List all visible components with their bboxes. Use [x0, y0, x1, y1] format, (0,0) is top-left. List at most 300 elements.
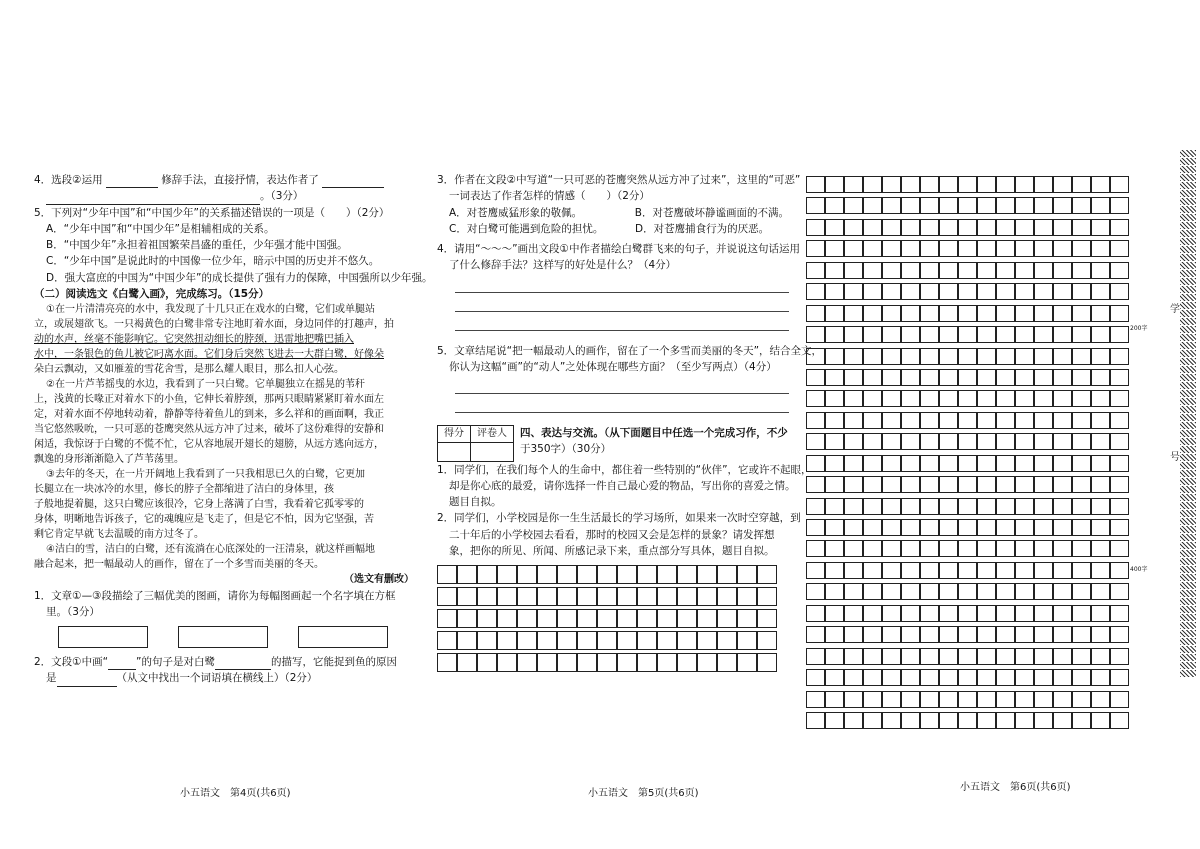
grid-cell[interactable]	[901, 455, 920, 472]
grid-cell[interactable]	[825, 626, 844, 643]
grid-cell[interactable]	[996, 712, 1015, 729]
grid-cell[interactable]	[1034, 412, 1053, 429]
grid-cell[interactable]	[637, 565, 657, 584]
grid-cell[interactable]	[825, 305, 844, 322]
grid-cell[interactable]	[901, 583, 920, 600]
grid-cell[interactable]	[1034, 369, 1053, 386]
grid-cell[interactable]	[844, 369, 863, 386]
r-q2-blank-2[interactable]	[215, 657, 271, 670]
grid-cell[interactable]	[1110, 433, 1129, 450]
grid-cell[interactable]	[537, 587, 557, 606]
grid-cell[interactable]	[517, 587, 537, 606]
grid-cell[interactable]	[939, 669, 958, 686]
grid-cell[interactable]	[637, 587, 657, 606]
grid-cell[interactable]	[1110, 369, 1129, 386]
grid-cell[interactable]	[677, 653, 697, 672]
grid-cell[interactable]	[1072, 348, 1091, 365]
grid-cell[interactable]	[977, 540, 996, 557]
grid-cell[interactable]	[806, 455, 825, 472]
grid-cell[interactable]	[901, 605, 920, 622]
grid-cell[interactable]	[1053, 691, 1072, 708]
grid-cell[interactable]	[996, 348, 1015, 365]
answer-line[interactable]	[455, 274, 789, 293]
grid-cell[interactable]	[1034, 562, 1053, 579]
grid-cell[interactable]	[996, 626, 1015, 643]
grid-cell[interactable]	[1072, 197, 1091, 214]
grid-cell[interactable]	[1034, 605, 1053, 622]
grid-cell[interactable]	[901, 626, 920, 643]
grid-cell[interactable]	[437, 609, 457, 628]
grid-cell[interactable]	[1015, 176, 1034, 193]
grid-cell[interactable]	[1015, 498, 1034, 515]
grid-cell[interactable]	[1110, 412, 1129, 429]
grid-cell[interactable]	[1091, 283, 1110, 300]
grid-cell[interactable]	[1015, 219, 1034, 236]
grid-cell[interactable]	[1015, 691, 1034, 708]
grid-cell[interactable]	[977, 712, 996, 729]
grid-cell[interactable]	[882, 540, 901, 557]
grid-cell[interactable]	[977, 648, 996, 665]
grid-cell[interactable]	[537, 565, 557, 584]
grid-cell[interactable]	[882, 519, 901, 536]
grid-cell[interactable]	[825, 691, 844, 708]
grid-cell[interactable]	[1034, 326, 1053, 343]
grid-cell[interactable]	[657, 631, 677, 650]
grid-cell[interactable]	[477, 653, 497, 672]
grid-cell[interactable]	[677, 565, 697, 584]
grid-cell[interactable]	[697, 565, 717, 584]
grid-cell[interactable]	[996, 476, 1015, 493]
grid-cell[interactable]	[1034, 712, 1053, 729]
grid-cell[interactable]	[1110, 583, 1129, 600]
grid-cell[interactable]	[1072, 519, 1091, 536]
grid-cell[interactable]	[882, 219, 901, 236]
grid-cell[interactable]	[1053, 583, 1072, 600]
grid-cell[interactable]	[1110, 605, 1129, 622]
grid-cell[interactable]	[806, 626, 825, 643]
grid-cell[interactable]	[844, 669, 863, 686]
grid-cell[interactable]	[863, 476, 882, 493]
grid-cell[interactable]	[806, 583, 825, 600]
grid-cell[interactable]	[882, 240, 901, 257]
grid-cell[interactable]	[863, 305, 882, 322]
grid-cell[interactable]	[844, 262, 863, 279]
grid-cell[interactable]	[996, 669, 1015, 686]
grid-cell[interactable]	[977, 412, 996, 429]
grid-cell[interactable]	[1072, 540, 1091, 557]
grid-cell[interactable]	[920, 648, 939, 665]
grid-cell[interactable]	[1053, 455, 1072, 472]
grid-cell[interactable]	[1034, 669, 1053, 686]
grid-cell[interactable]	[882, 305, 901, 322]
grid-cell[interactable]	[597, 653, 617, 672]
grid-cell[interactable]	[882, 262, 901, 279]
grid-cell[interactable]	[1015, 476, 1034, 493]
grid-cell[interactable]	[1015, 562, 1034, 579]
grid-cell[interactable]	[958, 197, 977, 214]
title-box-3[interactable]	[298, 626, 388, 648]
grid-cell[interactable]	[1015, 197, 1034, 214]
grid-cell[interactable]	[1015, 283, 1034, 300]
grid-cell[interactable]	[806, 369, 825, 386]
grid-cell[interactable]	[863, 176, 882, 193]
grid-cell[interactable]	[939, 498, 958, 515]
grid-cell[interactable]	[996, 562, 1015, 579]
grader-cell[interactable]	[471, 442, 514, 461]
grid-cell[interactable]	[844, 412, 863, 429]
grid-cell[interactable]	[1091, 305, 1110, 322]
grid-cell[interactable]	[1015, 519, 1034, 536]
grid-cell[interactable]	[958, 326, 977, 343]
grid-cell[interactable]	[882, 562, 901, 579]
grid-cell[interactable]	[1110, 390, 1129, 407]
grid-cell[interactable]	[958, 626, 977, 643]
grid-cell[interactable]	[1053, 648, 1072, 665]
grid-cell[interactable]	[1072, 583, 1091, 600]
grid-cell[interactable]	[920, 283, 939, 300]
grid-cell[interactable]	[1053, 540, 1072, 557]
grid-cell[interactable]	[1034, 455, 1053, 472]
grid-cell[interactable]	[958, 176, 977, 193]
grid-cell[interactable]	[863, 433, 882, 450]
r-q2-blank-3[interactable]	[57, 674, 117, 687]
grid-cell[interactable]	[825, 197, 844, 214]
grid-cell[interactable]	[1034, 240, 1053, 257]
grid-cell[interactable]	[863, 648, 882, 665]
grid-cell[interactable]	[697, 609, 717, 628]
grid-cell[interactable]	[1053, 562, 1072, 579]
grid-cell[interactable]	[882, 648, 901, 665]
grid-cell[interactable]	[882, 455, 901, 472]
grid-cell[interactable]	[939, 433, 958, 450]
grid-cell[interactable]	[977, 691, 996, 708]
grid-cell[interactable]	[1091, 240, 1110, 257]
grid-cell[interactable]	[844, 390, 863, 407]
grid-cell[interactable]	[844, 176, 863, 193]
grid-cell[interactable]	[1034, 540, 1053, 557]
grid-cell[interactable]	[1034, 691, 1053, 708]
grid-cell[interactable]	[557, 565, 577, 584]
grid-cell[interactable]	[996, 433, 1015, 450]
grid-cell[interactable]	[901, 433, 920, 450]
grid-cell[interactable]	[939, 305, 958, 322]
grid-cell[interactable]	[901, 476, 920, 493]
grid-cell[interactable]	[597, 565, 617, 584]
grid-cell[interactable]	[825, 219, 844, 236]
grid-cell[interactable]	[977, 262, 996, 279]
grid-cell[interactable]	[996, 605, 1015, 622]
grid-cell[interactable]	[497, 653, 517, 672]
grid-cell[interactable]	[977, 626, 996, 643]
composition-grid-p5[interactable]	[437, 565, 789, 672]
q4-blank-3[interactable]	[46, 192, 260, 205]
grid-cell[interactable]	[958, 605, 977, 622]
grid-cell[interactable]	[1034, 283, 1053, 300]
grid-cell[interactable]	[597, 631, 617, 650]
grid-cell[interactable]	[1091, 390, 1110, 407]
grid-cell[interactable]	[920, 519, 939, 536]
grid-cell[interactable]	[825, 262, 844, 279]
grid-cell[interactable]	[1034, 433, 1053, 450]
grid-cell[interactable]	[737, 587, 757, 606]
grid-cell[interactable]	[1053, 176, 1072, 193]
grid-cell[interactable]	[977, 348, 996, 365]
grid-cell[interactable]	[882, 712, 901, 729]
grid-cell[interactable]	[1015, 326, 1034, 343]
grid-cell[interactable]	[1110, 519, 1129, 536]
grid-cell[interactable]	[958, 476, 977, 493]
grid-cell[interactable]	[757, 587, 777, 606]
grid-cell[interactable]	[920, 219, 939, 236]
grid-cell[interactable]	[806, 197, 825, 214]
grid-cell[interactable]	[1034, 305, 1053, 322]
grid-cell[interactable]	[882, 348, 901, 365]
grid-cell[interactable]	[1110, 348, 1129, 365]
grid-cell[interactable]	[977, 369, 996, 386]
grid-cell[interactable]	[737, 653, 757, 672]
grid-cell[interactable]	[517, 631, 537, 650]
grid-cell[interactable]	[844, 283, 863, 300]
grid-cell[interactable]	[844, 197, 863, 214]
grid-cell[interactable]	[958, 219, 977, 236]
grid-cell[interactable]	[844, 562, 863, 579]
grid-cell[interactable]	[1091, 562, 1110, 579]
grid-cell[interactable]	[996, 648, 1015, 665]
grid-cell[interactable]	[1110, 626, 1129, 643]
grid-cell[interactable]	[958, 669, 977, 686]
grid-cell[interactable]	[657, 587, 677, 606]
grid-cell[interactable]	[863, 691, 882, 708]
grid-cell[interactable]	[825, 562, 844, 579]
grid-cell[interactable]	[958, 412, 977, 429]
grid-cell[interactable]	[457, 653, 477, 672]
grid-cell[interactable]	[939, 691, 958, 708]
grid-cell[interactable]	[939, 326, 958, 343]
grid-cell[interactable]	[1110, 176, 1129, 193]
grid-cell[interactable]	[697, 653, 717, 672]
grid-cell[interactable]	[939, 390, 958, 407]
grid-cell[interactable]	[1053, 262, 1072, 279]
grid-cell[interactable]	[939, 605, 958, 622]
grid-cell[interactable]	[863, 540, 882, 557]
grid-cell[interactable]	[1110, 562, 1129, 579]
grid-cell[interactable]	[882, 476, 901, 493]
grid-cell[interactable]	[1072, 176, 1091, 193]
grid-cell[interactable]	[977, 240, 996, 257]
grid-cell[interactable]	[497, 587, 517, 606]
grid-cell[interactable]	[996, 498, 1015, 515]
grid-cell[interactable]	[996, 455, 1015, 472]
grid-cell[interactable]	[1053, 390, 1072, 407]
grid-cell[interactable]	[977, 390, 996, 407]
grid-cell[interactable]	[806, 519, 825, 536]
grid-cell[interactable]	[844, 240, 863, 257]
grid-cell[interactable]	[1015, 412, 1034, 429]
grid-cell[interactable]	[844, 712, 863, 729]
grid-cell[interactable]	[977, 498, 996, 515]
grid-cell[interactable]	[677, 587, 697, 606]
grid-cell[interactable]	[617, 653, 637, 672]
grid-cell[interactable]	[844, 433, 863, 450]
grid-cell[interactable]	[1034, 348, 1053, 365]
grid-cell[interactable]	[901, 326, 920, 343]
grid-cell[interactable]	[1110, 498, 1129, 515]
grid-cell[interactable]	[517, 609, 537, 628]
grid-cell[interactable]	[920, 348, 939, 365]
grid-cell[interactable]	[863, 626, 882, 643]
grid-cell[interactable]	[677, 631, 697, 650]
answer-line[interactable]	[455, 312, 789, 331]
grid-cell[interactable]	[863, 412, 882, 429]
grid-cell[interactable]	[863, 455, 882, 472]
grid-cell[interactable]	[637, 609, 657, 628]
grid-cell[interactable]	[1053, 519, 1072, 536]
grid-cell[interactable]	[977, 326, 996, 343]
grid-cell[interactable]	[825, 348, 844, 365]
grid-cell[interactable]	[1053, 498, 1072, 515]
grid-cell[interactable]	[825, 412, 844, 429]
grid-cell[interactable]	[882, 433, 901, 450]
grid-cell[interactable]	[1034, 626, 1053, 643]
grid-cell[interactable]	[863, 219, 882, 236]
grid-cell[interactable]	[825, 540, 844, 557]
grid-cell[interactable]	[1091, 605, 1110, 622]
grid-cell[interactable]	[958, 348, 977, 365]
grid-cell[interactable]	[977, 519, 996, 536]
grid-cell[interactable]	[537, 609, 557, 628]
grid-cell[interactable]	[806, 540, 825, 557]
grid-cell[interactable]	[939, 455, 958, 472]
grid-cell[interactable]	[863, 326, 882, 343]
grid-cell[interactable]	[1110, 326, 1129, 343]
grid-cell[interactable]	[497, 631, 517, 650]
grid-cell[interactable]	[1072, 326, 1091, 343]
grid-cell[interactable]	[737, 565, 757, 584]
grid-cell[interactable]	[517, 653, 537, 672]
grid-cell[interactable]	[977, 455, 996, 472]
title-box-1[interactable]	[58, 626, 148, 648]
grid-cell[interactable]	[901, 369, 920, 386]
score-cell[interactable]	[438, 442, 471, 461]
grid-cell[interactable]	[939, 476, 958, 493]
grid-cell[interactable]	[920, 262, 939, 279]
grid-cell[interactable]	[958, 240, 977, 257]
grid-cell[interactable]	[1015, 605, 1034, 622]
grid-cell[interactable]	[806, 712, 825, 729]
grid-cell[interactable]	[977, 583, 996, 600]
grid-cell[interactable]	[901, 305, 920, 322]
grid-cell[interactable]	[939, 240, 958, 257]
grid-cell[interactable]	[1072, 498, 1091, 515]
grid-cell[interactable]	[637, 653, 657, 672]
grid-cell[interactable]	[617, 631, 637, 650]
grid-cell[interactable]	[920, 197, 939, 214]
grid-cell[interactable]	[557, 587, 577, 606]
grid-cell[interactable]	[806, 176, 825, 193]
grid-cell[interactable]	[497, 565, 517, 584]
grid-cell[interactable]	[901, 669, 920, 686]
grid-cell[interactable]	[717, 653, 737, 672]
grid-cell[interactable]	[882, 369, 901, 386]
grid-cell[interactable]	[557, 609, 577, 628]
grid-cell[interactable]	[863, 390, 882, 407]
grid-cell[interactable]	[901, 219, 920, 236]
grid-cell[interactable]	[996, 583, 1015, 600]
grid-cell[interactable]	[901, 712, 920, 729]
grid-cell[interactable]	[996, 390, 1015, 407]
grid-cell[interactable]	[1034, 390, 1053, 407]
grid-cell[interactable]	[1034, 648, 1053, 665]
grid-cell[interactable]	[1091, 648, 1110, 665]
grid-cell[interactable]	[1072, 605, 1091, 622]
grid-cell[interactable]	[1015, 433, 1034, 450]
grid-cell[interactable]	[806, 348, 825, 365]
grid-cell[interactable]	[863, 283, 882, 300]
grid-cell[interactable]	[1072, 240, 1091, 257]
grid-cell[interactable]	[1091, 412, 1110, 429]
grid-cell[interactable]	[920, 669, 939, 686]
grid-cell[interactable]	[1053, 219, 1072, 236]
grid-cell[interactable]	[977, 476, 996, 493]
grid-cell[interactable]	[757, 565, 777, 584]
grid-cell[interactable]	[882, 626, 901, 643]
grid-cell[interactable]	[958, 369, 977, 386]
grid-cell[interactable]	[844, 498, 863, 515]
answer-line[interactable]	[455, 293, 789, 312]
grid-cell[interactable]	[825, 476, 844, 493]
grid-cell[interactable]	[1110, 691, 1129, 708]
grid-cell[interactable]	[757, 653, 777, 672]
grid-cell[interactable]	[637, 631, 657, 650]
grid-cell[interactable]	[1072, 390, 1091, 407]
grid-cell[interactable]	[920, 390, 939, 407]
grid-cell[interactable]	[806, 326, 825, 343]
grid-cell[interactable]	[1015, 648, 1034, 665]
grid-cell[interactable]	[958, 433, 977, 450]
grid-cell[interactable]	[825, 240, 844, 257]
grid-cell[interactable]	[901, 197, 920, 214]
grid-cell[interactable]	[977, 176, 996, 193]
grid-cell[interactable]	[844, 605, 863, 622]
grid-cell[interactable]	[806, 390, 825, 407]
grid-cell[interactable]	[996, 326, 1015, 343]
grid-cell[interactable]	[825, 369, 844, 386]
grid-cell[interactable]	[457, 587, 477, 606]
grid-cell[interactable]	[825, 648, 844, 665]
grid-cell[interactable]	[920, 326, 939, 343]
grid-cell[interactable]	[1034, 476, 1053, 493]
grid-cell[interactable]	[920, 626, 939, 643]
grid-cell[interactable]	[844, 219, 863, 236]
grid-cell[interactable]	[1053, 412, 1072, 429]
grid-cell[interactable]	[825, 433, 844, 450]
grid-cell[interactable]	[920, 240, 939, 257]
grid-cell[interactable]	[717, 565, 737, 584]
grid-cell[interactable]	[863, 348, 882, 365]
grid-cell[interactable]	[1072, 283, 1091, 300]
grid-cell[interactable]	[1053, 197, 1072, 214]
grid-cell[interactable]	[1015, 712, 1034, 729]
grid-cell[interactable]	[996, 540, 1015, 557]
grid-cell[interactable]	[825, 583, 844, 600]
grid-cell[interactable]	[977, 283, 996, 300]
grid-cell[interactable]	[958, 390, 977, 407]
grid-cell[interactable]	[806, 412, 825, 429]
grid-cell[interactable]	[882, 583, 901, 600]
grid-cell[interactable]	[1072, 562, 1091, 579]
q4-blank-2[interactable]	[322, 175, 384, 188]
grid-cell[interactable]	[882, 605, 901, 622]
